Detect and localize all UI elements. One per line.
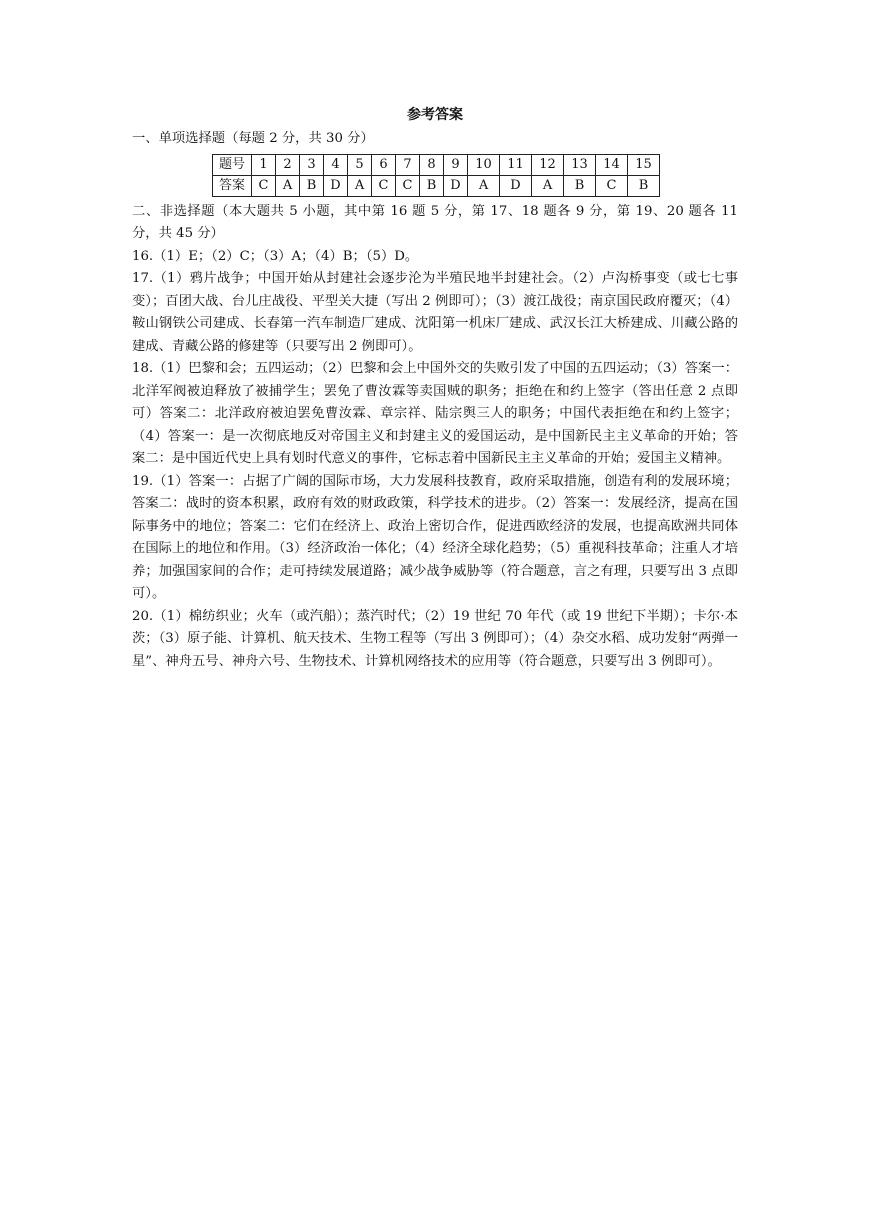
section1-heading: 一、单项选择题（每题 2 分，共 30 分）: [132, 131, 374, 146]
table-cell: 4: [324, 154, 348, 175]
table-cell: D: [444, 175, 468, 196]
table-cell: C: [396, 175, 420, 196]
table-cell: 1: [252, 154, 276, 175]
table-cell: B: [564, 175, 596, 196]
table-cell: 9: [444, 154, 468, 175]
table-cell: C: [372, 175, 396, 196]
table-cell: 7: [396, 154, 420, 175]
table-cell: A: [348, 175, 372, 196]
table-cell: 6: [372, 154, 396, 175]
table-cell: B: [628, 175, 660, 196]
table-cell: 8: [420, 154, 444, 175]
table-cell: A: [468, 175, 500, 196]
row-label-answer: 答案: [213, 175, 252, 196]
table-cell: 14: [596, 154, 628, 175]
table-cell: C: [596, 175, 628, 196]
section2-heading: 二、非选择题（本大题共 5 小题，其中第 16 题 5 分，第 17、18 题各 9 分，第 19、20 题各 11 分，共 45 分）: [132, 203, 738, 241]
table-cell: 12: [532, 154, 564, 175]
answer-18: 18.（1）巴黎和会；五四运动；（2）巴黎和会上中国外交的失败引发了中国的五四运动；（3）答案一：北洋军阀被迫释放了被捕学生；罢免了曹汝霖等卖国贼的职务；拒绝在和约上签字（答出任意 2 点即可）答案二：北洋政府被迫罢免曹汝霖、章宗祥、陆宗舆三人的职务；中国代表拒绝在和约上签字；（4）答案一：是一次彻底地反对帝国主义和封建主义的爱国运动，是中国新民主主义革命的开始；答案二：是中国近代史上具有划时代意义的事件，它标志着中国新民主主义革命的开始；爱国主义精神。: [132, 361, 738, 466]
table-cell: 13: [564, 154, 596, 175]
table-cell: 5: [348, 154, 372, 175]
answer-sheet: [132, 104, 738, 673]
table-cell: 10: [468, 154, 500, 175]
table-cell: C: [252, 175, 276, 196]
answer-16: 16.（1）E；（2）C；（3）A；（4）B；（5）D。: [132, 248, 419, 264]
table-cell: 3: [300, 154, 324, 175]
table-row-answers: [213, 175, 660, 196]
table-cell: A: [532, 175, 564, 196]
answer-20: 20.（1）棉纺织业；火车（或汽船）；蒸汽时代；（2）19 世纪 70 年代（或 19 世纪下半期）；卡尔·本茨；（3）原子能、计算机、航天技术、生物工程等（写出 3 例即可）；（4）杂交水稻、成功发射“两弹一星”、神舟五号、神舟六号、生物技术、计算机网络技术的应用等（符合题意，只要写出 3 例即可）。: [132, 608, 738, 669]
table-cell: 11: [500, 154, 532, 175]
answer-19: 19.（1）答案一：占据了广阔的国际市场，大力发展科技教育，政府采取措施，创造有利的发展环境；答案二：战时的资本积累，政府有效的财政政策，科学技术的进步。（2）答案一：发展经济，提高在国际事务中的地位；答案二：它们在经济上、政治上密切合作，促进西欧经济的发展，也提高欧洲共同体在国际上的地位和作用。（3）经济政治一体化；（4）经济全球化趋势；（5）重视科技革命；注重人才培养；加强国家间的合作；走可持续发展道路；减少战争威胁等（符合题意，言之有理，只要写出 3 点即可）。: [132, 473, 738, 601]
table-cell: B: [300, 175, 324, 196]
table-cell: 15: [628, 154, 660, 175]
row-label-number: 题号: [213, 154, 252, 175]
table-cell: 2: [276, 154, 300, 175]
table-cell: D: [500, 175, 532, 196]
answer-table: [212, 154, 660, 197]
answer-17: 17.（1）鸦片战争；中国开始从封建社会逐步沦为半殖民地半封建社会。（2）卢沟桥事变（或七七事变）；百团大战、台儿庄战役、平型关大捷（写出 2 例即可）；（3）渡江战役；南京国民政府覆灭；（4）鞍山钢铁公司建成、长春第一汽车制造厂建成、沈阳第一机床厂建成、武汉长江大桥建成、川藏公路的建成、青藏公路的修建等（只要写出 2 例即可）。: [132, 271, 738, 354]
table-cell: D: [324, 175, 348, 196]
page-title: 参考答案: [407, 107, 463, 123]
table-cell: B: [420, 175, 444, 196]
table-cell: A: [276, 175, 300, 196]
table-row-numbers: [213, 154, 660, 175]
